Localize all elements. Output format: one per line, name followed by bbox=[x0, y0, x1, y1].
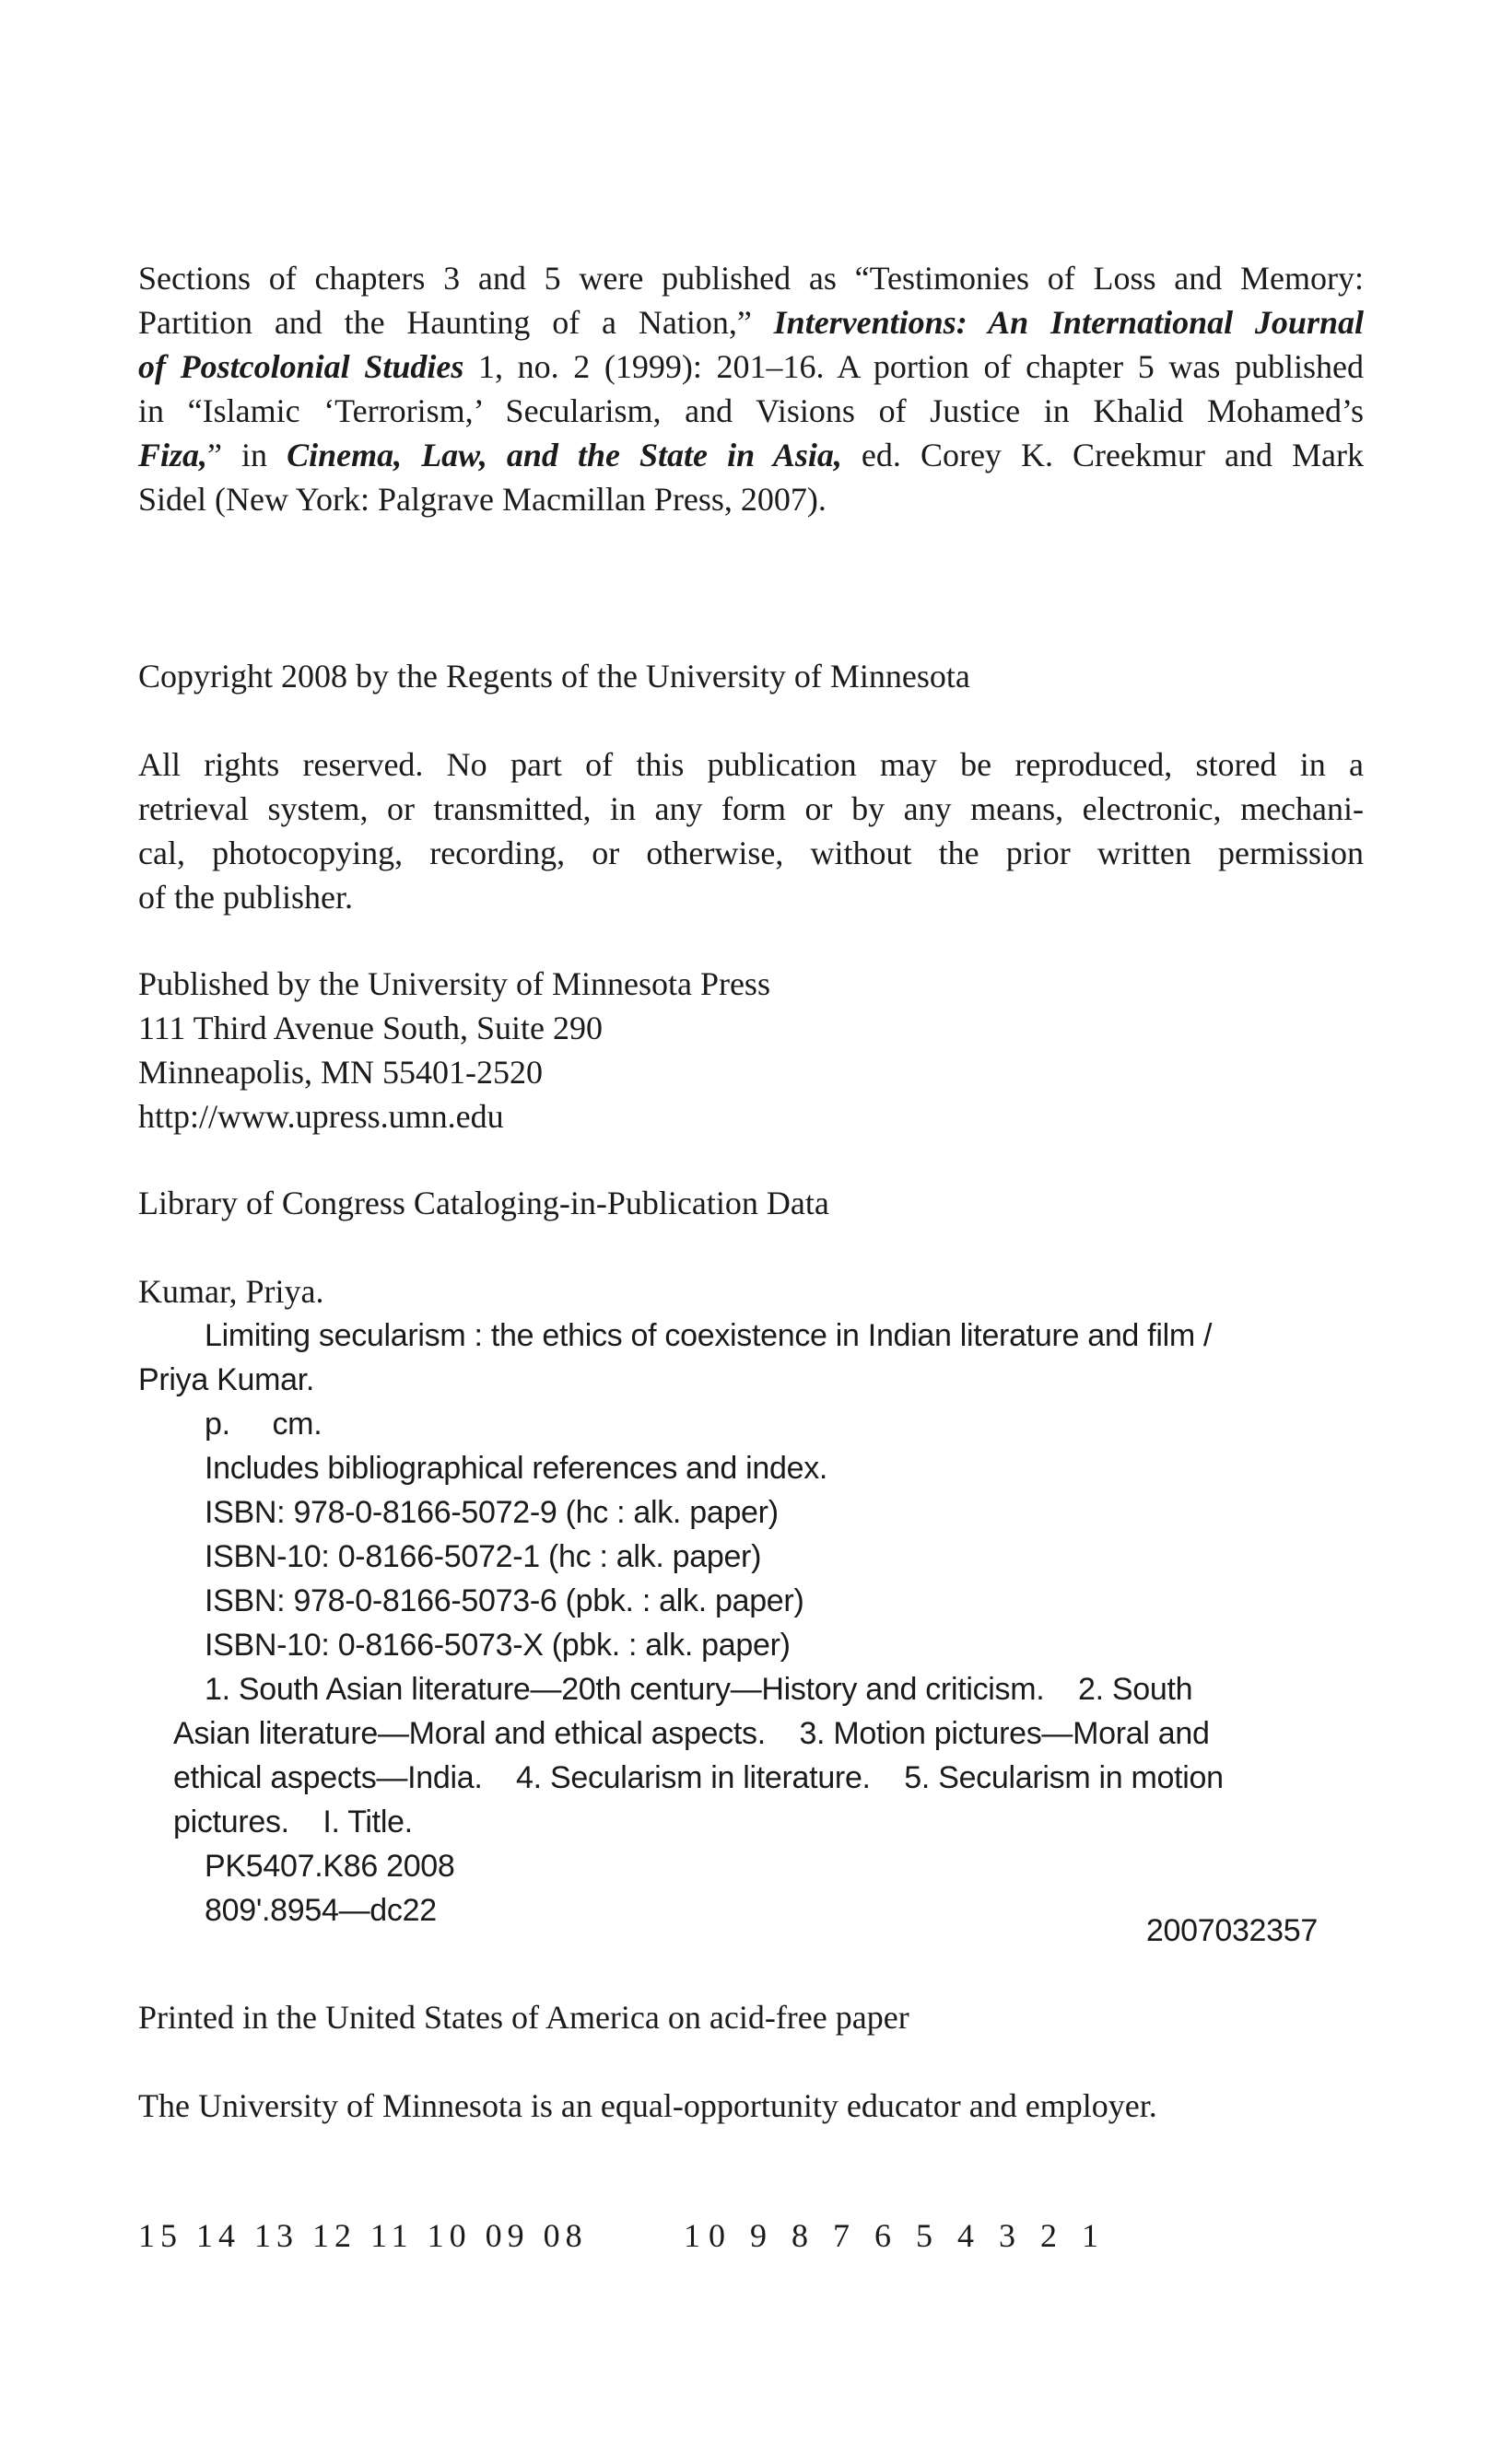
cip-lc-class: PK5407.K86 2008 bbox=[205, 1849, 455, 1884]
rights-line: retrieval system, or transmitted, in any form or by any means, electronic, mechani- bbox=[138, 790, 1364, 827]
cip-dewey: 809'.8954—dc22 bbox=[205, 1893, 437, 1928]
publisher-street: 111 Third Avenue South, Suite 290 bbox=[138, 1010, 603, 1046]
prior-publication-line: of Postcolonial Studies 1, no. 2 (1999): 201–16. A portion of chapter 5 was published bbox=[138, 348, 1364, 385]
rights-line: of the publisher. bbox=[138, 879, 353, 916]
cip-subjects-cont: pictures. I. Title. bbox=[173, 1804, 413, 1839]
cip-pagination: p. cm. bbox=[205, 1407, 322, 1442]
printing-years: 15 14 13 12 11 10 09 08 bbox=[138, 2217, 588, 2254]
cip-record bbox=[138, 1314, 1364, 1933]
rights-line: cal, photocopying, recording, or otherwise, without the prior written permission bbox=[138, 835, 1364, 871]
cip-subjects: 1. South Asian literature—20th century—History and criticism. 2. South bbox=[205, 1672, 1193, 1707]
publisher-city: Minneapolis, MN 55401-2520 bbox=[138, 1054, 543, 1091]
prior-publication-line: in “Islamic ‘Terrorism,’ Secularism, and Visions of Justice in Khalid Mohamed’s bbox=[138, 392, 1364, 429]
cip-lccn: 2007032357 bbox=[1145, 1913, 1318, 1948]
publisher-info bbox=[138, 962, 1364, 1139]
cip-isbn: ISBN: 978-0-8166-5072-9 (hc : alk. paper) bbox=[205, 1495, 779, 1530]
journal-title: Interventions: An International Journal bbox=[773, 304, 1364, 341]
printed-notice: Printed in the United States of America on acid-free paper bbox=[138, 1999, 909, 2036]
journal-title-cont: of Postcolonial Studies bbox=[138, 348, 464, 385]
cip-notes: Includes bibliographical references and index. bbox=[205, 1451, 828, 1486]
prior-publication-line: Sidel (New York: Palgrave Macmillan Press, 2007). bbox=[138, 481, 827, 518]
rights-line: All rights reserved. No part of this publication may be reproduced, stored in a bbox=[138, 746, 1364, 783]
publisher-url[interactable]: http://www.upress.umn.edu bbox=[138, 1098, 504, 1135]
cip-subjects-cont: ethical aspects—India. 4. Secularism in literature. 5. Secularism in motion bbox=[173, 1760, 1224, 1795]
prior-publication-note bbox=[138, 256, 1364, 521]
prior-publication-line: Fiza,” in Cinema, Law, and the State in Asia, ed. Corey K. Creekmur and Mark bbox=[138, 437, 1365, 473]
prior-publication-line: Sections of chapters 3 and 5 were published as “Testimonies of Loss and Memory: bbox=[138, 260, 1364, 297]
cip-title-cont: Priya Kumar. bbox=[138, 1362, 315, 1397]
book-title: Cinema, Law, and the State in Asia, bbox=[287, 437, 842, 473]
cip-title: Limiting secularism : the ethics of coexistence in Indian literature and film / bbox=[205, 1318, 1213, 1353]
cip-isbn: ISBN: 978-0-8166-5073-6 (pbk. : alk. paper) bbox=[205, 1583, 804, 1618]
film-title: Fiza, bbox=[138, 437, 208, 473]
cip-isbn: ISBN-10: 0-8166-5072-1 (hc : alk. paper) bbox=[205, 1539, 762, 1574]
cip-subjects-cont: Asian literature—Moral and ethical aspects. 3. Motion pictures—Moral and bbox=[173, 1716, 1210, 1751]
copyright-notice: Copyright 2008 by the Regents of the University of Minnesota bbox=[138, 658, 970, 695]
cip-heading: Library of Congress Cataloging-in-Publication Data bbox=[138, 1185, 829, 1221]
prior-publication-line: Partition and the Haunting of a Nation,” Interventions: An International Journal bbox=[138, 304, 1364, 341]
publisher-name: Published by the University of Minnesota Press bbox=[138, 965, 770, 1002]
equal-opportunity-notice: The University of Minnesota is an equal-opportunity educator and employer. bbox=[138, 2087, 1157, 2124]
printing-numbers: 10 9 8 7 6 5 4 3 2 1 bbox=[684, 2217, 1107, 2254]
cip-author: Kumar, Priya. bbox=[138, 1273, 324, 1310]
cip-isbn: ISBN-10: 0-8166-5073-X (pbk. : alk. paper) bbox=[205, 1628, 791, 1663]
rights-reserved bbox=[138, 742, 1364, 919]
